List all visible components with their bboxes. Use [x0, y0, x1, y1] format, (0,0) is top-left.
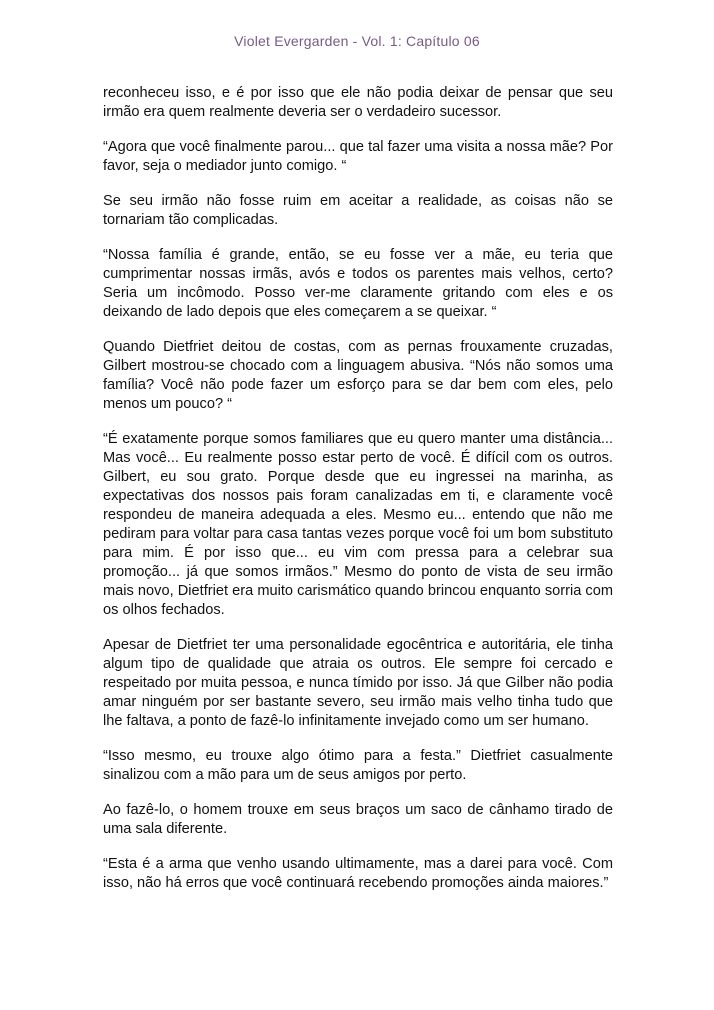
paragraph: “Agora que você finalmente parou... que tal fazer uma visita a nossa mãe? Por favor, seja o mediador junto comigo. “ [103, 139, 613, 174]
paragraph: Quando Dietfriet deitou de costas, com as pernas frouxamente cruzadas, Gilbert mostrou-se chocado com a linguagem abusiva. “Nós não somos uma família? Você não pode fazer um esforço para se dar bem com eles, pelo menos um pouco? “ [103, 339, 613, 412]
paragraph: Se seu irmão não fosse ruim em aceitar a realidade, as coisas não se tornariam tão complicadas. [103, 193, 613, 228]
paragraph: Apesar de Dietfriet ter uma personalidade egocêntrica e autoritária, ele tinha algum tipo de qualidade que atraia os outros. Ele sempre foi cercado e respeitado por muita pessoa, e nunca tímido por isso. Já que Gilber não podia amar ninguém por ser bastante severo, seu irmão mais velho tinha tudo que lhe faltava, a ponto de fazê-lo infinitamente invejado como um ser humano. [103, 637, 613, 729]
running-header: Violet Evergarden - Vol. 1: Capítulo 06 [234, 33, 480, 49]
paragraph: Ao fazê-lo, o homem trouxe em seus braços um saco de cânhamo tirado de uma sala diferente. [103, 802, 613, 837]
paragraph: reconheceu isso, e é por isso que ele não podia deixar de pensar que seu irmão era quem realmente deveria ser o verdadeiro sucessor. [103, 85, 613, 120]
paragraph: “Nossa família é grande, então, se eu fosse ver a mãe, eu teria que cumprimentar nossas irmãs, avós e todos os parentes mais velhos, certo? Seria um incômodo. Posso ver-me claramente gritando com eles e os deixando de lado depois que eles começarem a se queixar. “ [103, 247, 613, 320]
paragraph: “Esta é a arma que venho usando ultimamente, mas a darei para você. Com isso, não há erros que você continuará recebendo promoções ainda maiores.” [103, 856, 613, 891]
paragraph: “Isso mesmo, eu trouxe algo ótimo para a festa.” Dietfriet casualmente sinalizou com a mão para um de seus amigos por perto. [103, 748, 613, 783]
paragraph: “É exatamente porque somos familiares que eu quero manter uma distância... Mas você... Eu realmente posso estar perto de você. É difícil com os outros. Gilbert, eu sou grato. Porque desde que eu ingressei na marinha, as expectativas dos nossos pais foram canalizadas em ti, e claramente você respondeu de maneira adequada a eles. Mesmo eu... entendo que não me pediram para voltar para casa tantas vezes porque você foi um bom substituto para mim. É por isso que... eu vim com pressa para a celebrar sua promoção... já que somos irmãos.” Mesmo do ponto de vista de seu irmão mais novo, Dietfriet era muito carismático quando brincou enquanto sorria com os olhos fechados. [103, 431, 613, 618]
body-text [103, 84, 613, 909]
